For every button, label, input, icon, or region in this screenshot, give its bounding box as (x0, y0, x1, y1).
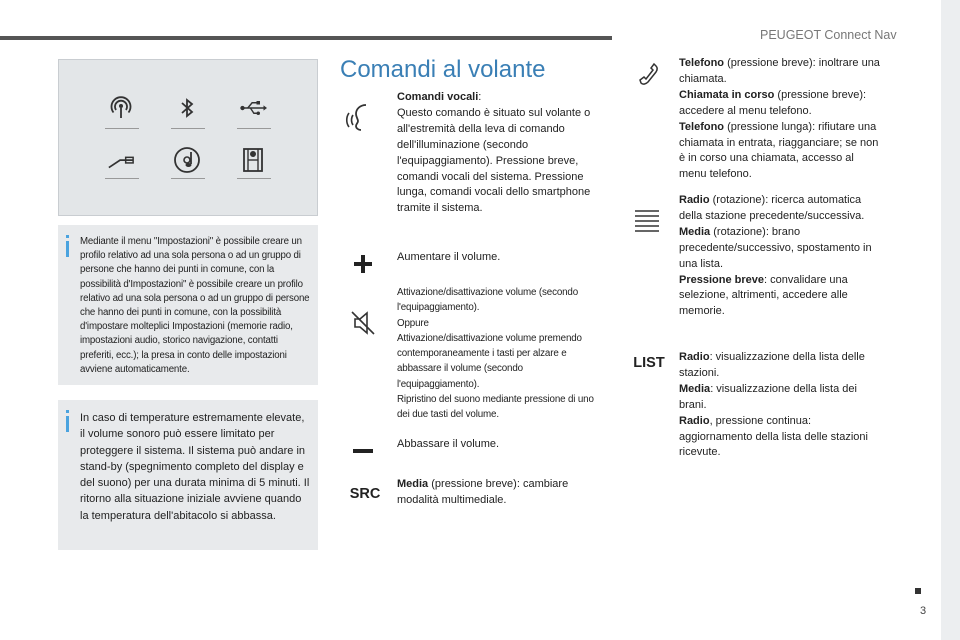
brand-label: PEUGEOT Connect Nav (760, 28, 897, 42)
volume-down-text: Abbassare il volume. (397, 438, 500, 450)
info-marker-icon (66, 235, 69, 238)
icon-underline (171, 178, 205, 179)
mute-line-3: Attivazione/disattivazione volume premendo contemporaneamente i tasti per alzare e abbassare il volume (secondo l'equipaggiamento). (397, 332, 582, 390)
list-text (679, 350, 884, 461)
note-text: In caso di temperature estremamente elevate, il volume sonoro può essere limitato per proteggere il sistema. Il sistema può andare in stand-by (spegnimento completo del display e del suono) per una durata minima di 5 minuti. Il ritorno alla situazione iniziale avviene quando la temperatura dell'abitacolo si abbassa. (80, 412, 310, 522)
mute-line-4: Ripristino del suono mediante pressione di uno dei due tasti del volume. (397, 394, 594, 421)
bluetooth-icon (173, 94, 201, 122)
icon-underline (171, 128, 205, 129)
connectivity-icon-panel (58, 59, 318, 216)
note-text: Mediante il menu "Impostazioni" è possibile creare un profilo relativo ad una sola persona o ad un gruppo di persone che hanno dei punti in comune, con la possibilità d'Impostazioni" è possibile creare un profilo relativo ad una sola persona o ad un gruppo di persone che hanno dei punti in comune, con la possibilità d'impostare molteplici Impostazioni (memorie radio, impostazioni audio, storico navigazione, contatti preferiti, ecc.); la presa in conto delle impostazioni avviene automaticamente. (80, 236, 310, 375)
wifi-hotspot-icon (107, 94, 135, 122)
cd-music-icon (173, 146, 201, 174)
info-bar (66, 416, 69, 432)
volume-up-text: Aumentare il volume. (397, 251, 501, 263)
list-text-1: : visualizzazione della lista delle stazioni. (679, 351, 865, 379)
right-margin-strip (941, 0, 960, 640)
info-note-profiles (58, 225, 318, 385)
phone-text-2: (pressione breve): accedere al menu telefono. (679, 88, 867, 117)
list-button-icon (629, 354, 669, 372)
src-description: (pressione breve): cambiare modalità multimediale. (397, 478, 569, 506)
list-bold-2: Media (679, 382, 711, 395)
info-marker-icon (66, 410, 69, 413)
src-bold: Media (397, 478, 429, 490)
info-bar (66, 241, 69, 257)
page-number: 3 (920, 605, 927, 617)
phone-text-3: (pressione lunga): rifiutare una chiamata in entrata, riagganciare; se non è in corso una chiamata, accesso al menu telefono. (679, 120, 879, 181)
icon-underline (237, 128, 271, 129)
thumbwheel-icon (632, 208, 662, 234)
mute-text (397, 285, 602, 423)
usb-icon (239, 94, 267, 122)
icon-underline (105, 178, 139, 179)
phone-text (679, 56, 884, 183)
end-marker (915, 588, 921, 594)
phone-icon (634, 60, 664, 90)
wheel-bold-1: Radio (679, 194, 710, 206)
phone-bold-1: Telefono (679, 57, 725, 69)
list-text-2: : visualizzazione della lista dei brani. (679, 382, 857, 411)
video-film-icon (239, 146, 267, 174)
section-title: Comandi al volante (340, 56, 546, 83)
voice-command-icon (342, 103, 382, 133)
voice-label: Comandi vocali (397, 91, 479, 103)
src-button-icon (346, 485, 384, 503)
thumbwheel-text (679, 193, 884, 320)
header-rule (0, 36, 612, 40)
phone-bold-3: Telefono (679, 120, 725, 133)
wheel-text-3: : convalidare una selezione, altrimenti, accedere alle memorie. (679, 273, 848, 318)
src-label: SRC (349, 486, 381, 502)
wheel-bold-3: Pressione breve (679, 273, 764, 286)
wheel-text-1: (rotazione): ricerca automatica della stazione precedente/successiva. (679, 194, 865, 222)
voice-command-text (397, 90, 597, 217)
list-bold-1: Radio (679, 351, 710, 363)
icon-underline (237, 178, 271, 179)
list-label: LIST (633, 355, 665, 371)
wheel-bold-2: Media (679, 225, 711, 238)
voice-colon: : (478, 91, 482, 103)
icon-underline (105, 128, 139, 129)
wheel-text-2: (rotazione): brano precedente/successivo, spostamento in una lista. (679, 225, 872, 270)
mute-line-2: Oppure (397, 317, 429, 329)
jack-cable-icon (107, 148, 135, 176)
voice-description: Questo comando è situato sul volante o all'estremità della leva di comando dell'illuminazione (secondo l'equipaggiamento). Pressione breve, comandi vocali del sistema. Pressione lunga, comandi vocali dello smartphone tramite il sistema. (397, 106, 591, 215)
phone-bold-2: Chiamata in corso (679, 88, 775, 101)
list-bold-3: Radio (679, 414, 710, 427)
minus-icon (352, 446, 374, 456)
mute-icon (348, 308, 378, 338)
src-text (397, 477, 597, 509)
plus-icon (352, 253, 374, 275)
phone-text-1: (pressione breve): inoltrare una chiamata. (679, 57, 880, 85)
mute-line-1: Attivazione/disattivazione volume (secondo l'equipaggiamento). (397, 287, 579, 314)
info-note-temperature (58, 400, 318, 550)
list-text-3: , pressione continua: aggiornamento della lista delle stazioni ricevute. (679, 414, 868, 459)
